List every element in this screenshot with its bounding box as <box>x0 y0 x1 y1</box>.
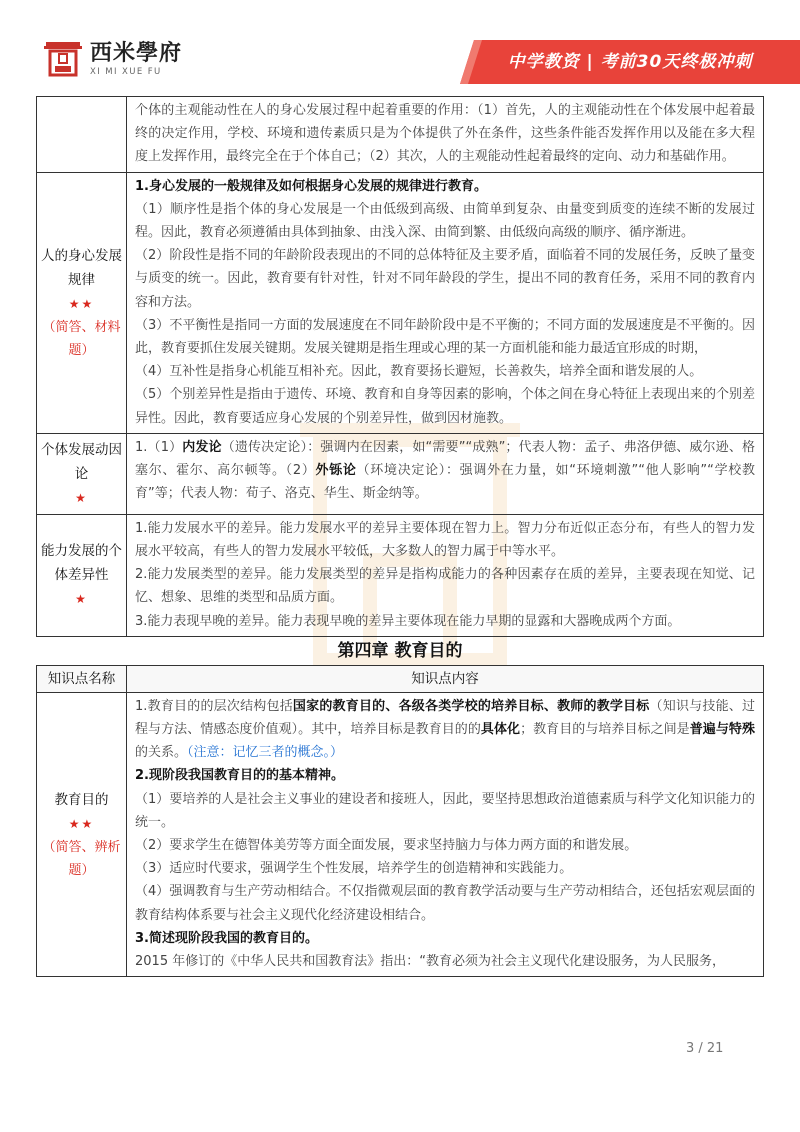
importance-stars: ★ <box>75 490 88 505</box>
page-header <box>0 0 800 95</box>
table-header-row <box>37 665 764 692</box>
table-row <box>37 433 764 514</box>
importance-stars: ★★ <box>68 296 95 311</box>
paragraph: 1.（1）内发论（遗传决定论）：强调内在因素，如“需要”“成熟”；代表人物：孟子、弗洛伊德、威尔逊、格塞尔、霍尔、高尔顿等。（2）外铄论（环境决定论）：强调外在力量，如“环境刺激”“他人影响”“学校教育”等；代表人物：荀子、洛克、华生、斯金纳等。 <box>135 439 755 502</box>
table-row <box>37 692 764 976</box>
paragraph: （4）互补性是指身心机能互相补充。因此，教育要扬长避短，长善救失，培养全面和谐发展的人。 <box>135 364 703 380</box>
chapter-title: 第四章 教育目的 <box>337 640 463 661</box>
importance-stars: ★★ <box>68 816 95 831</box>
question-type-tag: （简答、辨析题） <box>42 839 121 878</box>
table-row <box>37 172 764 433</box>
paragraph: （1）顺序性是指个体的身心发展是一个由低级到高级、由简单到复杂、由量变到质变的连续不断的发展过程。因此，教育必须遵循由具体到抽象、由浅入深、由简到繁、由低级向高级的顺序、循序渐进。 <box>135 201 755 241</box>
importance-stars: ★ <box>75 592 88 607</box>
paragraph: 1.能力发展水平的差异。能力发展水平的差异主要体现在智力上。智力分布近似正态分布，有些人的智力发展水平较高，有些人的智力发展水平较低，大多数人的智力属于中等水平。 <box>135 520 755 560</box>
section-title: 2.现阶段我国教育目的的基本精神。 <box>135 768 344 784</box>
column-header-content: 知识点内容 <box>127 665 764 692</box>
topic-name: 人的身心发展规律 <box>41 247 122 288</box>
paragraph: 1.教育目的的层次结构包括国家的教育目的、各级各类学校的培养目标、教师的教学目标（知识与技能、过程与方法、情感态度价值观）。其中，培养目标是教育目的的具体化；教育目的与培养目标之间是普遍与特殊的关系。（注意：记忆三者的概念。） <box>135 698 755 761</box>
row-content-cell <box>127 692 764 976</box>
paragraph: （4）强调教育与生产劳动相结合。不仅指微观层面的教育教学活动要与生产劳动相结合，还包括宏观层面的教育结构体系要与社会主义现代化经济建设相结合。 <box>135 884 755 923</box>
section-title: 1.身心发展的一般规律及如何根据身心发展的规律进行教育。 <box>135 178 487 194</box>
topic-name: 个体发展动因论 <box>41 441 122 482</box>
paragraph: 3.能力表现早晚的差异。能力表现早晚的差异主要体现在能力早期的显露和大器晚成两个方面。 <box>135 613 681 629</box>
brand-logo <box>44 40 182 78</box>
knowledge-table-top <box>36 96 764 637</box>
row-name-cell <box>37 172 127 433</box>
topic-name: 教育目的 <box>54 791 109 808</box>
column-header-name: 知识点名称 <box>37 665 127 692</box>
knowledge-table-area <box>36 96 764 977</box>
row-name-cell <box>37 97 127 173</box>
row-content-cell <box>127 514 764 636</box>
row-content-cell <box>127 172 764 433</box>
row-content-cell <box>127 97 764 173</box>
page-number: 3 / 21 <box>686 1041 724 1056</box>
paragraph: （2）要求学生在德智体美劳等方面全面发展，要求坚持脑力与体力两方面的和谐发展。 <box>135 838 638 854</box>
paragraph: （5）个别差异性是指由于遗传、环境、教育和自身等因素的影响，个体之间在身心特征上表现出来的个别差异性。因此，教育要适应身心发展的个别差异性，做到因材施教。 <box>135 387 755 426</box>
header-banner <box>460 40 800 84</box>
paragraph: （1）要培养的人是社会主义事业的建设者和接班人，因此，要坚持思想政治道德素质与科学文化知识能力的统一。 <box>135 791 755 830</box>
paragraph: 2015 年修订的《中华人民共和国教育法》指出：“教育必须为社会主义现代化建设服务，为人民服务， <box>135 954 725 970</box>
table-row <box>37 97 764 173</box>
banner-title: 中学教资 | 考前30天终极冲刺 <box>507 52 753 72</box>
row-name-cell <box>37 514 127 636</box>
logo-english-name: XI MI XUE FU <box>90 67 162 77</box>
knowledge-table-chapter4 <box>36 665 764 977</box>
paragraph: 个体的主观能动性在人的身心发展过程中起着重要的作用：（1）首先，人的主观能动性在个体发展中起着最终的决定作用，学校、环境和遗传素质只是为个体提供了外在条件，这些条件能否发挥作用以及能在多大程度上发挥作用，最终完全在于个体自己；（2）其次，人的主观能动性起着最终的定向、动力和基础作用。 <box>135 103 755 165</box>
logo-chinese-name: 西米學府 <box>90 40 183 66</box>
memory-note: （注意：记忆三者的概念。） <box>187 745 344 761</box>
paragraph: （2）阶段性是指不同的年龄阶段表现出的不同的总体特征及主要矛盾，面临着不同的发展任务，反映了量变与质变的统一。因此，教育要有针对性，针对不同年龄段的学生，提出不同的教育任务，采用不同的教育内容和方法。 <box>135 248 755 310</box>
row-name-cell <box>37 433 127 514</box>
row-name-cell <box>37 692 127 976</box>
topic-name: 能力发展的个体差异性 <box>41 543 122 584</box>
paragraph: （3）不平衡性是指同一方面的发展速度在不同年龄阶段中是不平衡的；不同方面的发展速度是不平衡的。因此，教育要抓住发展关键期。发展关键期是指生理或心理的某一方面机能和能力最适宜形成的时期， <box>135 317 755 357</box>
row-content-cell <box>127 433 764 514</box>
logo-building-icon <box>44 40 82 78</box>
table-row <box>37 514 764 636</box>
question-type-tag: （简答、材料题） <box>42 319 121 358</box>
paragraph: （3）适应时代要求，强调学生个性发展，培养学生的创造精神和实践能力。 <box>135 861 573 877</box>
section-title: 3.简述现阶段我国的教育目的。 <box>135 930 318 946</box>
paragraph: 2.能力发展类型的差异。能力发展类型的差异是指构成能力的各种因素存在质的差异，主要表现在知觉、记忆、想象、思维的类型和品质方面。 <box>135 567 755 606</box>
